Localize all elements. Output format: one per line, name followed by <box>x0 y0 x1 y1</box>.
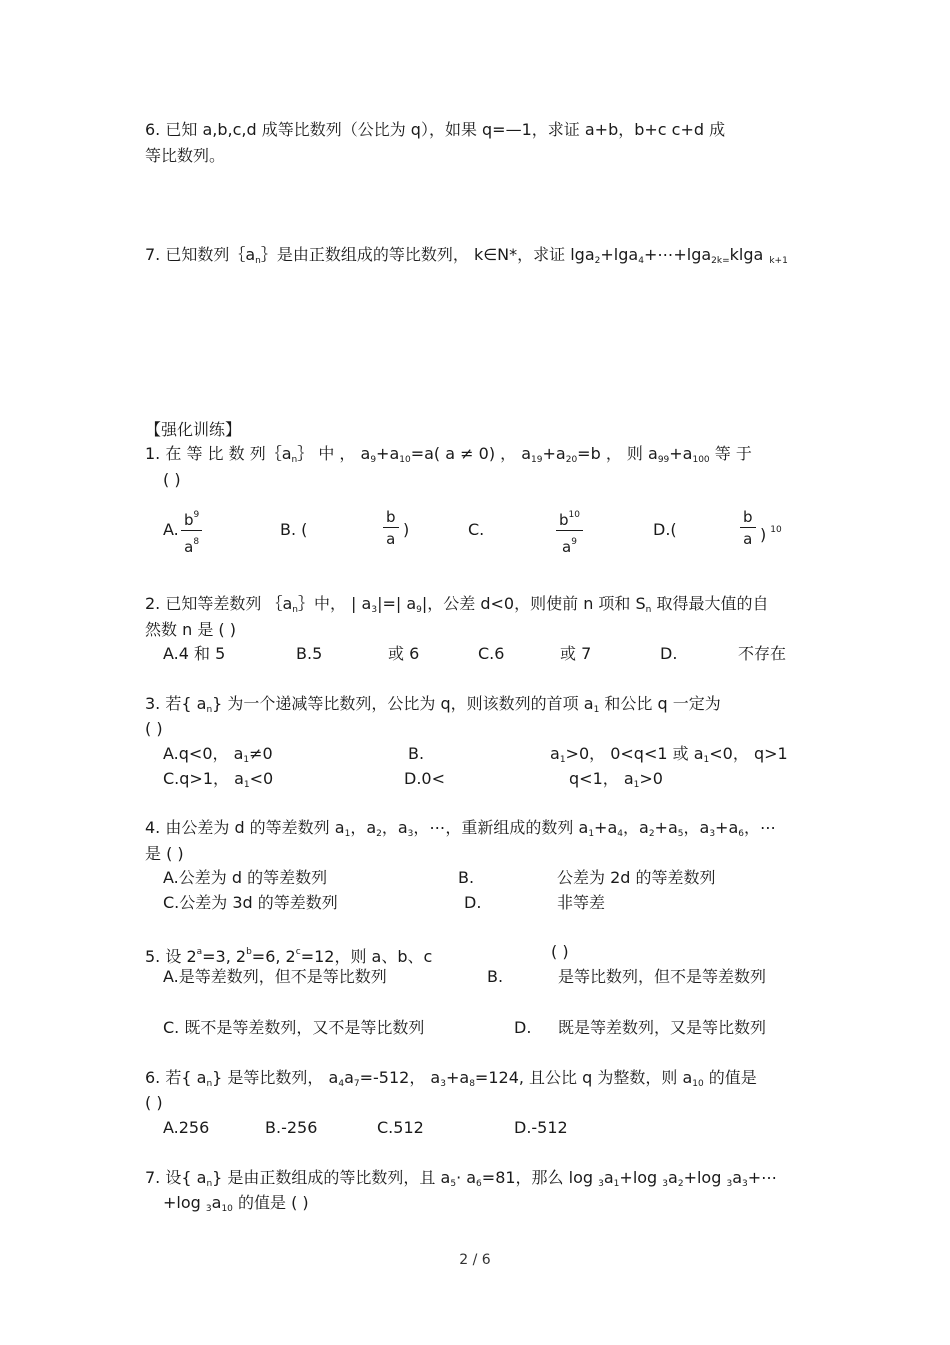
p3-line2: ( ) <box>145 719 163 738</box>
p6-option-d: D.-512 <box>514 1118 568 1137</box>
p2-option-d-text: 不存在 <box>738 644 787 663</box>
section-title: 【强化训练】 <box>145 420 242 439</box>
p1-option-b-fraction: $\frac{b}{a}$ <box>383 508 399 548</box>
p5-line1: 5. 设 $2^a=3$, $2^b=6$, $2^c=12$，则 a、b、c <box>145 947 433 966</box>
p2-option-b-text: 或 6 <box>388 644 420 663</box>
p6-line1: 6. 若{ $a_n$} 是等比数列， $a_4a_7=-512$， $a_3+a_8=124$, 且公比 q 为整数，则 $a_{10}$ 的值是 <box>145 1068 757 1089</box>
p3-option-d: D.0< <box>404 769 445 788</box>
p2-line2: 然数 n 是 ( ) <box>145 620 236 639</box>
p5-option-b: B. <box>487 967 504 986</box>
p4-line2: 是 ( ) <box>145 844 184 863</box>
p7-line1: 7. 设{ $a_n$} 是由正数组成的等比数列，且 $a_5\cdot a_6=81$，那么 $\log _3a_1+\log$ $_3a_2+\log$ $_3a_3+\cdots$ <box>145 1168 778 1189</box>
p3-option-c: C.q>1， $a_1<0$ <box>163 769 274 790</box>
p4-line1: 4. 由公差为 d 的等差数列 $a_1$，$a_2$，$a_3$，⋯，重新组成的数列 $a_1+a_4$，$a_2+a_5$，$a_3+a_6$，⋯ <box>145 818 777 839</box>
p1-paren: ( ) <box>163 470 181 489</box>
p4-option-b-text: 公差为 2d 的等差数列 <box>557 868 716 887</box>
p3-option-d-text: q<1， $a_1>0$ <box>569 769 663 790</box>
p5-paren: ( ) <box>551 942 569 961</box>
p5-option-c: C. 既不是等差数列，又不是等比数列 <box>163 1018 425 1037</box>
p3-option-a: A.q<0， $a_1\ne 0$ <box>163 744 273 765</box>
p6-option-b: B.-256 <box>265 1118 318 1137</box>
p2-option-d: D. <box>660 644 678 663</box>
p4-option-d-text: 非等差 <box>557 893 606 912</box>
p1-line1: 1. 在 等 比 数 列$\{a_n\}$ 中 ， $a_9+a_{10}=a$( a ≠ 0) ， $a_{19}+a_{20}=b$ ， 则 $a_{99}+a_{100}$ 等 于 <box>145 444 752 465</box>
p1-option-a-label: A. <box>163 520 179 539</box>
p4-option-d: D. <box>464 893 482 912</box>
p1-option-b-close: ) <box>403 520 410 539</box>
p5-option-b-text: 是等比数列，但不是等差数列 <box>558 967 767 986</box>
p7-line2: +log $_3a_{10}$ 的值是 ( ) <box>163 1193 309 1214</box>
p1-option-a-fraction: $\frac{b^9}{a^8}$ <box>181 506 202 556</box>
p2-option-b: B.5 <box>296 644 323 663</box>
q6-line2: 等比数列。 <box>145 146 226 165</box>
p1-option-d-close: ) $^{10}$ <box>760 525 782 544</box>
p4-option-b: B. <box>458 868 475 887</box>
p2-line1: 2. 已知等差数列 $\{a_n\}$中， | $a_3|=|$ $a_9|$，公差 d<0，则使前 n 项和 $S_n$ 取得最大值的自 <box>145 594 769 615</box>
p1-option-d-label: D.( <box>653 520 677 539</box>
p6-option-c: C.512 <box>377 1118 424 1137</box>
p1-option-b-label: B. ( <box>280 520 308 539</box>
p5-option-a: A.是等差数列，但不是等比数列 <box>163 967 387 986</box>
p4-option-a: A.公差为 d 的等差数列 <box>163 868 328 887</box>
p2-option-c: C.6 <box>478 644 505 663</box>
p5-option-d-text: 既是等差数列，又是等比数列 <box>558 1018 767 1037</box>
p3-option-b-text: $a_1>0$， 0<q<1 或 $a_1<0$， q>1 <box>550 744 788 765</box>
p2-option-c-text: 或 7 <box>560 644 592 663</box>
p3-option-b: B. <box>408 744 425 763</box>
p3-line1: 3. 若{ $a_n$} 为一个递减等比数列，公比为 q，则该数列的首项 $a_1$ 和公比 q 一定为 <box>145 694 721 715</box>
q7-line: 7. 已知数列$\{a_n\}$是由正数组成的等比数列， k∈N*，求证 lga$_2$+lga$_4$+⋯+lga$_{2k=}$klga $_{k+1}$ <box>145 245 788 266</box>
p1-option-c-fraction: $\frac{b^{10}}{a^9}$ <box>556 506 583 556</box>
p1-option-c-label: C. <box>468 520 485 539</box>
p6-line2: ( ) <box>145 1093 163 1112</box>
p2-option-a: A.4 和 5 <box>163 644 226 663</box>
page-number: 2 / 6 <box>459 1252 491 1268</box>
p6-option-a: A.256 <box>163 1118 210 1137</box>
q6-line1: 6. 已知 a,b,c,d 成等比数列（公比为 q），如果 q=—1，求证 a+b，b+c c+d 成 <box>145 120 726 139</box>
p4-option-c: C.公差为 3d 的等差数列 <box>163 893 338 912</box>
p1-option-d-fraction: $\frac{b}{a}$ <box>740 508 756 548</box>
p5-option-d: D. <box>514 1018 532 1037</box>
